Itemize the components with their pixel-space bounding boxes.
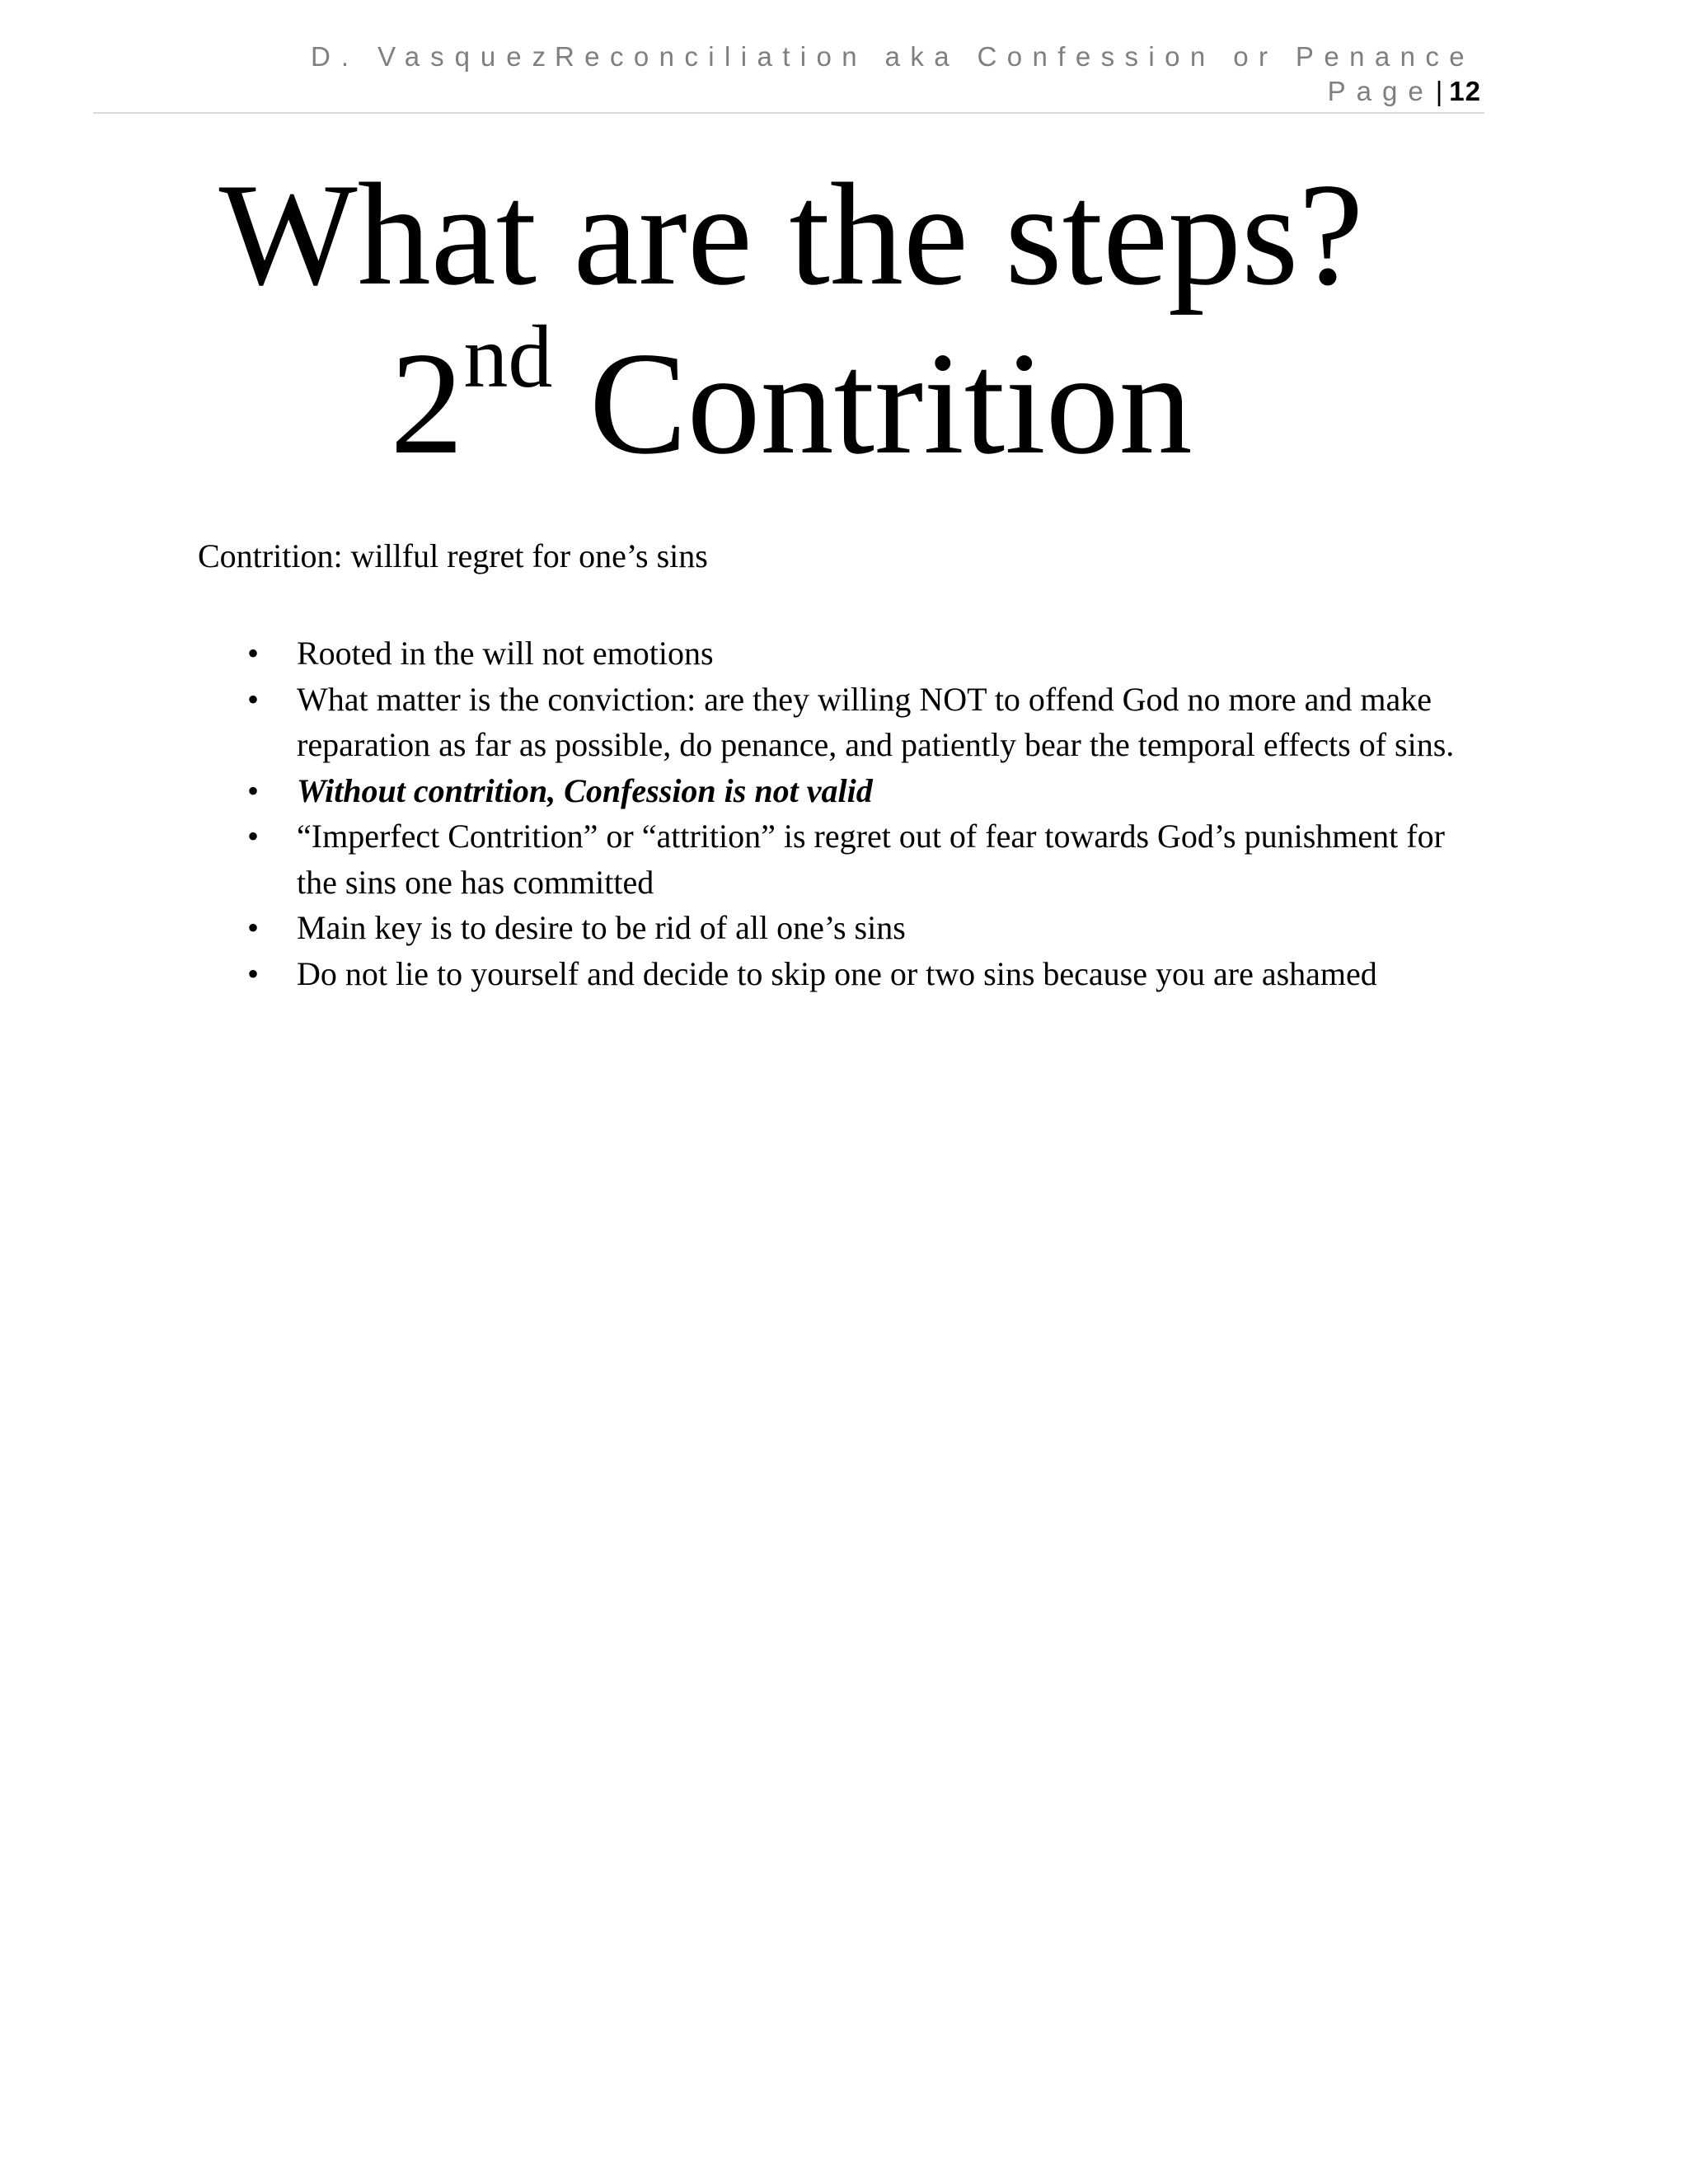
step-ordinal-suffix: nd <box>463 308 553 406</box>
page-header <box>93 0 1484 114</box>
list-item-text: Rooted in the will not emotions <box>297 635 714 672</box>
list-item <box>247 951 1484 997</box>
bullet-icon: • <box>247 680 260 718</box>
list-item-text: What matter is the conviction: are they willing NOT to offend God no more and make reparation as far as possible, do penance, and patiently bear the temporal effects of sins. <box>297 680 1455 763</box>
list-item <box>247 630 1484 677</box>
header-page-separator: | <box>1435 76 1443 106</box>
list-item-text: Main key is to desire to be rid of all one’s sins <box>297 909 906 946</box>
header-author: D. Vasquez <box>311 41 557 72</box>
step-number: 2 <box>390 321 464 485</box>
step-heading <box>0 308 1582 485</box>
header-page-label: Page <box>1327 76 1434 106</box>
list-item <box>247 813 1484 905</box>
list-item <box>247 677 1484 768</box>
step-name: Contrition <box>588 321 1193 485</box>
bullet-icon: • <box>247 909 260 946</box>
list-item <box>247 905 1484 951</box>
bullet-icon: • <box>247 818 260 855</box>
list-item <box>247 768 1484 814</box>
list-item-text: Do not lie to yourself and decide to skip one or two sins because you are ashamed <box>297 954 1377 992</box>
list-item-text: “Imperfect Contrition” or “attrition” is regret out of fear towards God’s punishment for the sins one has committed <box>297 818 1445 901</box>
bullet-icon: • <box>247 954 260 992</box>
header-document-title: Reconciliation aka Confession or Penance <box>554 41 1475 72</box>
definition-text: Contrition: willful regret for one’s sins <box>198 537 708 574</box>
bullet-icon: • <box>247 771 260 809</box>
header-page-indicator <box>1328 76 1481 107</box>
bullet-icon: • <box>247 635 260 672</box>
bullet-list <box>247 630 1484 996</box>
list-item-text: Without contrition, Confession is not valid <box>297 771 873 809</box>
page-title: What are the steps? <box>218 152 1364 316</box>
header-page-number: 12 <box>1449 76 1481 106</box>
